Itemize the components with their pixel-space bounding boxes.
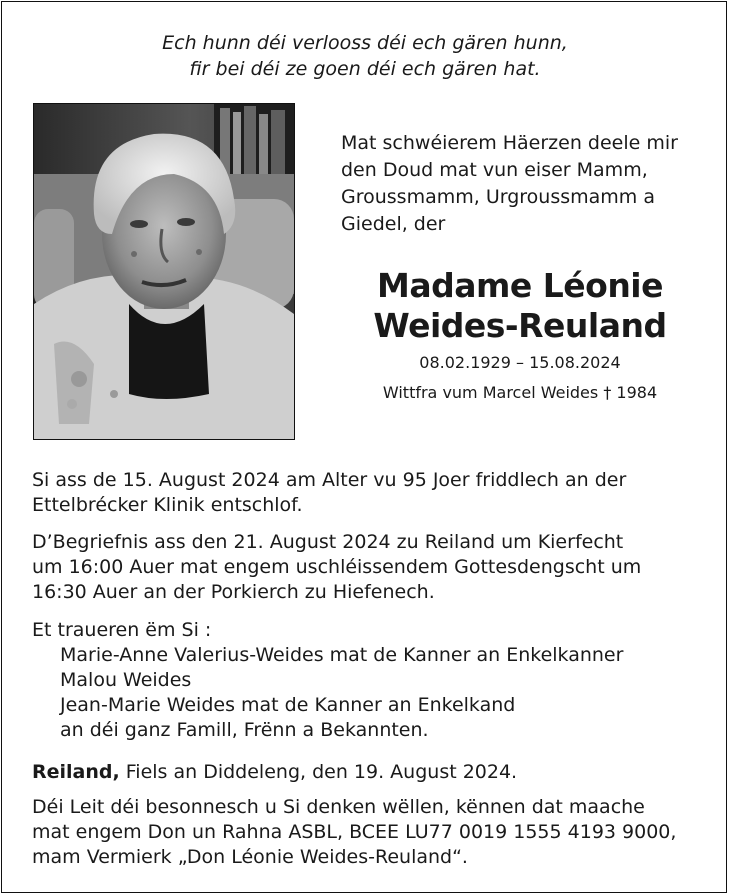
intro-line: den Doud mat vun eiser Mamm, <box>341 159 648 181</box>
place-date-rest: Fiels an Diddeleng, den 19. August 2024. <box>119 761 518 783</box>
quote-line: fir bei déi ze goen déi ech gären hat. <box>189 58 541 80</box>
mourner-item: Malou Weides <box>60 669 192 691</box>
mourners-heading: Et traueren ëm Si : <box>32 619 212 641</box>
mourner-item: Jean-Marie Weides mat de Kanner an Enkelkand <box>60 694 516 716</box>
funeral-paragraph <box>32 530 702 605</box>
intro-line: Giedel, der <box>341 213 446 235</box>
name-line: Weides-Reuland <box>373 306 667 345</box>
intro-line: Mat schwéierem Häerzen deele mir <box>341 132 678 154</box>
paragraph-line: mam Vermierk „Don Léonie Weides-Reuland“. <box>32 846 468 868</box>
mourners-section <box>32 618 702 743</box>
paragraph-line: Déi Leit déi besonnesch u Si denken wëllen, kënnen dat maache <box>32 796 645 818</box>
paragraph-line: mat engem Don un Rahna ASBL, BCEE LU77 0019 1555 4193 9000, <box>32 821 677 843</box>
portrait-illustration <box>34 104 294 439</box>
intro-line: Groussmamm, Urgroussmamm a <box>341 186 655 208</box>
paragraph-line: 16:30 Auer an der Porkierch zu Hiefenech. <box>32 581 435 603</box>
mourner-item: Marie-Anne Valerius-Weides mat de Kanner an Enkelkanner <box>60 644 624 666</box>
name-line: Madame Léonie <box>376 266 664 305</box>
paragraph-line: Si ass de 15. August 2024 am Alter vu 95 Joer friddlech an der <box>32 469 627 491</box>
announcement-intro <box>341 130 701 238</box>
portrait-photo <box>33 103 295 440</box>
life-dates: 08.02.1929 – 15.08.2024 <box>419 353 621 372</box>
paragraph-line: um 16:00 Auer mat engem uschléissendem Gottesdengscht um <box>32 556 642 578</box>
place-name: Reiland, <box>32 761 120 783</box>
death-paragraph <box>32 468 702 518</box>
memorial-quote <box>0 30 730 82</box>
paragraph-line: Ettelbrécker Klinik entschlof. <box>32 494 303 516</box>
paragraph-line: D’Begriefnis ass den 21. August 2024 zu Reiland um Kierfecht <box>32 531 624 553</box>
widow-note: Wittfra vum Marcel Weides † 1984 <box>382 383 658 402</box>
deceased-name <box>340 266 700 346</box>
quote-line: Ech hunn déi verlooss déi ech gären hunn, <box>162 32 568 54</box>
mourner-item: an déi ganz Famill, Frënn a Bekannten. <box>60 719 429 741</box>
place-date-line <box>32 760 702 785</box>
donation-paragraph <box>32 795 702 870</box>
